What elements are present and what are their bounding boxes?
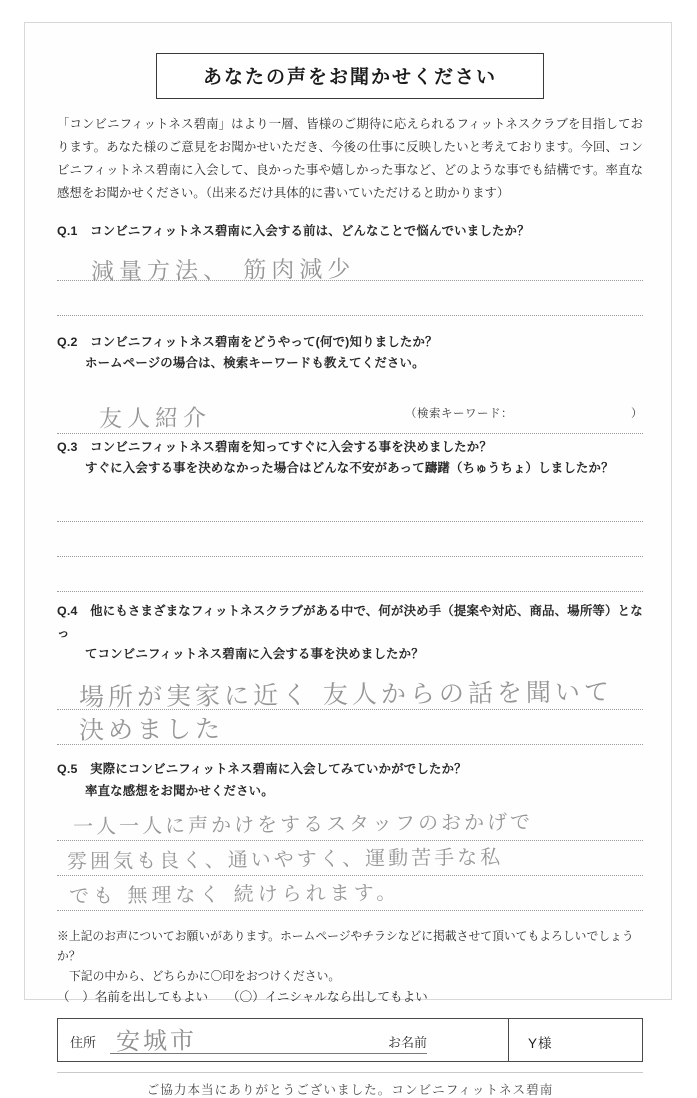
survey-content [57, 45, 643, 1098]
question-1 [57, 221, 643, 320]
handwriting-answer-4-line-1: 場所が実家に近く 友人からの話を聞いて [78, 677, 614, 713]
question-5-text: Q.5 実際にコンビニフィットネス碧南に入会してみていかがでしたか？ [57, 762, 467, 777]
question-4-answer[interactable] [57, 665, 643, 749]
search-keyword-close: ） [631, 407, 643, 420]
permission-options[interactable]: （ ）名前を出してもよい （〇）イニシャルなら出してもよい [57, 990, 428, 1005]
question-2-subtext: ホームページの場合は、検索キーワードも教えてください。 [85, 356, 425, 371]
survey-sheet [24, 22, 672, 1098]
search-keyword-label: （検索キーワード： [405, 407, 513, 420]
handwriting-answer-5-line-3: でも 無理なく 続けられます。 [68, 880, 401, 908]
question-5 [57, 759, 643, 920]
question-3-subtext: すぐに入会する事を決めなかった場合はどんな不安があって躊躇（ちゅうちょ）しましたか？ [85, 461, 614, 476]
question-2-answer[interactable] [57, 375, 643, 439]
page-title [156, 53, 544, 99]
answer-rule [57, 521, 643, 522]
question-5-subtext: 率直な感想をお聞かせください。 [85, 783, 274, 798]
question-1-answer[interactable] [57, 242, 643, 320]
handwriting-answer-5-line-1: 一人一人に声かけをするスタッフのおかげで [72, 809, 534, 839]
handwriting-address: 安城市 [115, 1026, 198, 1056]
search-keyword-field[interactable] [405, 405, 643, 421]
answer-rule [57, 910, 643, 911]
question-4-text: Q.4 他にもさまざまなフィットネスクラブがある中で、何が決め手（提案や対応、商品、場所等）となっ [57, 604, 643, 640]
address-underline [110, 1053, 427, 1054]
answer-rule [57, 591, 643, 592]
question-2 [57, 332, 643, 439]
address-label: 住所 [70, 1035, 97, 1051]
name-value: Y様 [528, 1036, 553, 1052]
question-4-text-cont: てコンビニフィットネス碧南に入会する事を決めましたか？ [85, 647, 424, 662]
answer-rule [57, 556, 643, 557]
question-1-text: Q.1 コンビニフィットネス碧南に入会する前は、どんなことで悩んでいましたか？ [57, 223, 530, 238]
intro-paragraph: 「コンビニフィットネス碧南」はより一層、皆様のご期待に応えられるフィットネスクラブを目指しております。あなた様のご意見をお聞かせいただき、今後の仕事に反映したいと考えております。今回、コンビニフィットネス碧南に入会して、良かった事や嬉しかった事など、どのような事でも結構です。率直な感想をお聞かせください。（出来るだけ具体的に書いていただけると助かります） [57, 117, 643, 200]
address-row [57, 1018, 643, 1062]
question-3-text: Q.3 コンビニフィットネス碧南を知ってすぐに入会する事を決めましたか？ [57, 439, 492, 454]
permission-note-2: 下記の中から、どちらかに〇印をおつけください。 [69, 969, 341, 984]
question-3 [57, 437, 643, 592]
cell-divider [508, 1019, 509, 1061]
handwriting-answer-4-line-2: 決めました [78, 714, 225, 746]
name-label: お名前 [388, 1035, 428, 1051]
answer-rule [57, 315, 643, 316]
closing-message: ご協力本当にありがとうございました。コンビニフィットネス碧南 [57, 1072, 643, 1098]
permission-note: ※上記のお声についてお願いがあります。ホームページやチラシなどに掲載させて頂いてもよろしいでしょうか？ [57, 929, 634, 964]
page-title-text: あなたの声をお聞かせください [202, 67, 497, 88]
answer-rule [57, 840, 643, 841]
question-4 [57, 601, 643, 749]
question-2-text: Q.2 コンビニフィットネス碧南をどうやって(何で)知りましたか？ [57, 335, 438, 350]
question-3-answer[interactable] [57, 479, 643, 591]
handwriting-answer-2: 友人紹介 [98, 405, 212, 433]
question-5-answer[interactable] [57, 802, 643, 920]
handwriting-answer-5-line-2: 雰囲気も良く、通いやすく、運動苦手な私 [66, 844, 504, 874]
handwriting-answer-1: 減量方法、 筋肉減少 [90, 256, 356, 286]
